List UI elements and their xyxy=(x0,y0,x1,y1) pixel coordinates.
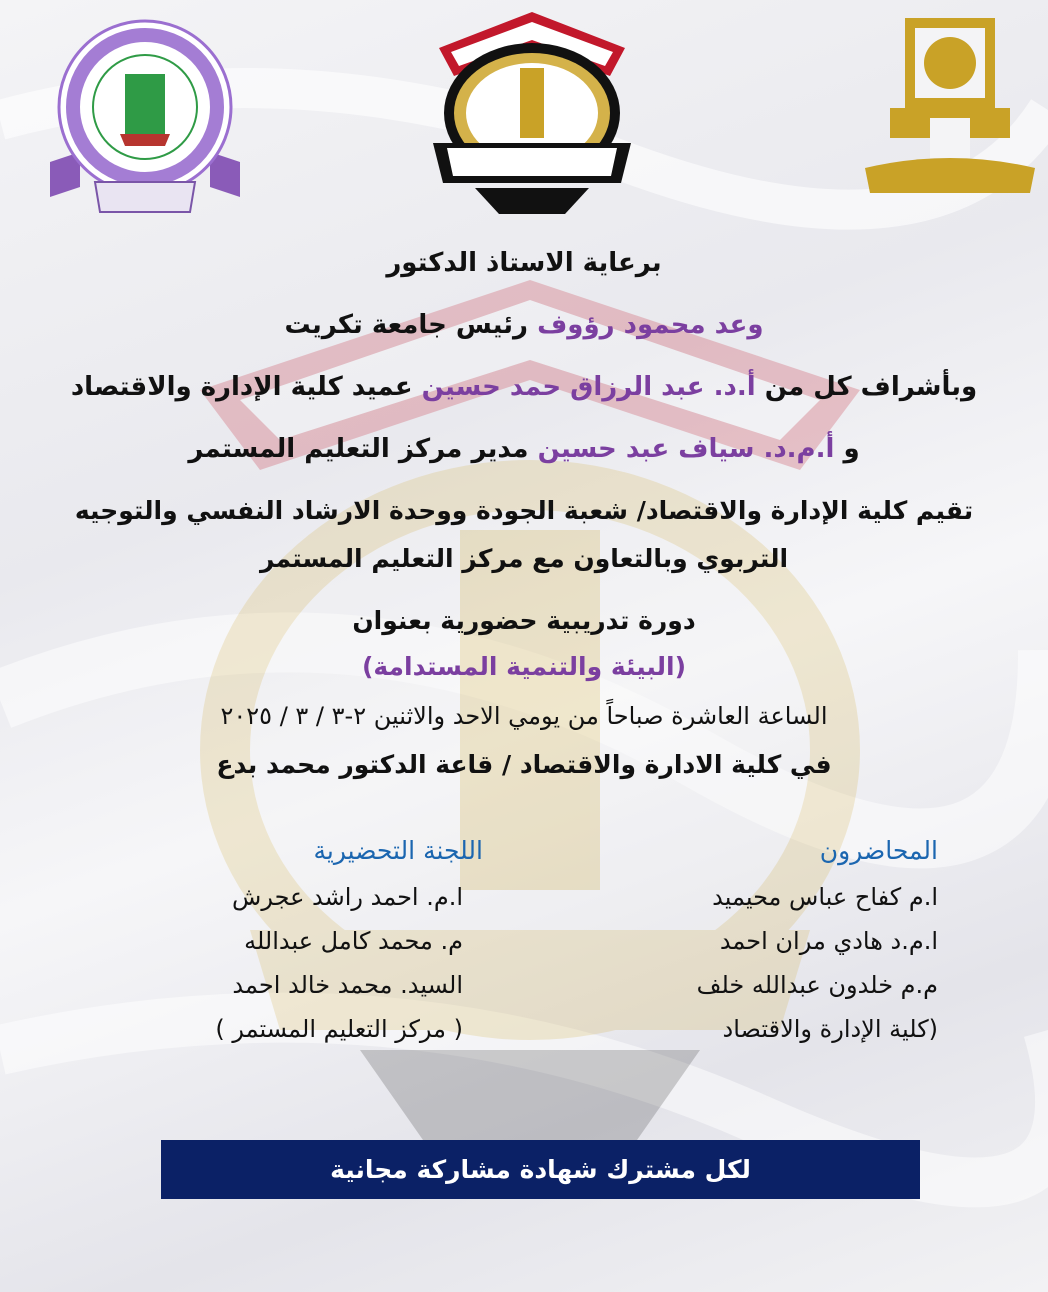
director-line xyxy=(0,434,1048,464)
course-title: (البيئة والتنمية المستدامة) xyxy=(361,652,687,681)
president-title: رئيس جامعة تكريت xyxy=(284,310,529,340)
patronage-line: برعاية الاستاذ الدكتور xyxy=(386,248,662,278)
organizer-line-1: تقيم كلية الإدارة والاقتصاد/ شعبة الجودة ووحدة الارشاد النفسي والتوجيه xyxy=(74,496,974,525)
dean-title: عميد كلية الإدارة والاقتصاد xyxy=(70,372,413,402)
supervision-line xyxy=(0,372,1048,402)
lecturer-item: م.م خلدون عبدالله خلف xyxy=(696,971,938,999)
director-prefix: و xyxy=(843,434,860,464)
center-logo xyxy=(425,8,640,218)
venue-line: في كلية الادارة والاقتصاد / قاعة الدكتور محمد بدع xyxy=(216,750,832,779)
schedule-line: الساعة العاشرة صباحاً من يومي الاحد والاثنين ٢-٣ / ٣ / ٢٠٢٥ xyxy=(220,702,828,730)
president-line xyxy=(0,310,1048,340)
lecturer-item: ا.م.د هادي مران احمد xyxy=(719,927,938,955)
committee-column xyxy=(215,836,483,1051)
director-title: مدير مركز التعليم المستمر xyxy=(188,434,529,464)
certificate-banner xyxy=(161,1140,920,1199)
certificate-text: لكل مشترك شهادة مشاركة مجانية xyxy=(330,1155,751,1184)
committee-affiliation: ( مركز التعليم المستمر ) xyxy=(215,1015,463,1043)
course-intro-line: دورة تدريبية حضورية بعنوان xyxy=(352,606,696,635)
lecturers-column xyxy=(697,836,938,1051)
college-logo xyxy=(40,12,250,232)
lecturer-affiliation: (كلية الإدارة والاقتصاد xyxy=(722,1015,938,1043)
supervision-prefix: وبأشراف كل من xyxy=(764,372,978,402)
director-name: أ.م.د. سياف عبد حسين xyxy=(537,434,835,464)
university-logo xyxy=(860,8,1040,198)
committee-heading: اللجنة التحضيرية xyxy=(313,836,483,865)
lecturer-item: ا.م كفاح عباس محيميد xyxy=(712,883,938,911)
committee-item: ا.م. احمد راشد عجرش xyxy=(232,883,463,911)
lecturers-heading: المحاضرون xyxy=(819,836,938,865)
committee-item: م. محمد كامل عبدالله xyxy=(244,927,463,955)
president-name: وعد محمود رؤوف xyxy=(537,310,764,340)
dean-name: أ.د. عبد الرزاق حمد حسين xyxy=(421,372,756,402)
organizer-line-2: التربوي وبالتعاون مع مركز التعليم المستمر xyxy=(259,544,789,573)
committee-item: السيد. محمد خالد احمد xyxy=(232,971,463,999)
